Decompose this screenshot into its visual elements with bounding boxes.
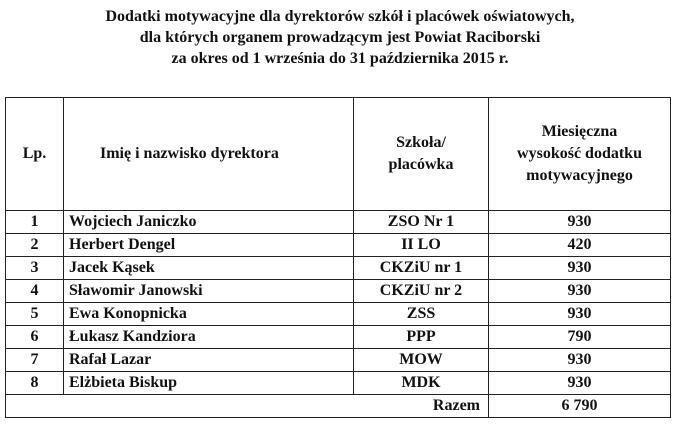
cell-name: Wojciech Janiczko — [64, 211, 354, 234]
document-title — [0, 6, 680, 69]
cell-name: Rafał Lazar — [64, 349, 354, 372]
title-line-2: dla których organem prowadzącym jest Powiat Raciborski — [139, 29, 541, 46]
cell-amount: 930 — [489, 280, 671, 303]
table-row — [6, 372, 671, 395]
cell-amount: 930 — [489, 257, 671, 280]
cell-lp: 3 — [6, 257, 64, 280]
table-row — [6, 303, 671, 326]
cell-lp: 5 — [6, 303, 64, 326]
cell-lp: 8 — [6, 372, 64, 395]
cell-lp: 6 — [6, 326, 64, 349]
cell-amount: 420 — [489, 234, 671, 257]
cell-name: Sławomir Janowski — [64, 280, 354, 303]
cell-school: ZSO Nr 1 — [354, 211, 489, 234]
title-line-1: Dodatki motywacyjne dla dyrektorów szkół i placówek oświatowych, — [105, 8, 575, 25]
total-label: Razem — [354, 395, 489, 418]
total-amount: 6 790 — [489, 395, 671, 418]
cell-name: Jacek Kąsek — [64, 257, 354, 280]
cell-school: MDK — [354, 372, 489, 395]
cell-amount: 930 — [489, 211, 671, 234]
header-amount-line-3: motywacyjnego — [526, 167, 633, 184]
header-amount-line-2: wysokość dodatku — [517, 145, 642, 162]
cell-lp: 1 — [6, 211, 64, 234]
table-row — [6, 280, 671, 303]
cell-lp: 4 — [6, 280, 64, 303]
table-row — [6, 211, 671, 234]
total-row — [6, 395, 671, 418]
header-amount-line-1: Miesięczna — [541, 123, 618, 140]
cell-school: PPP — [354, 326, 489, 349]
cell-amount: 930 — [489, 303, 671, 326]
cell-school: ZSS — [354, 303, 489, 326]
cell-school: MOW — [354, 349, 489, 372]
cell-name: Łukasz Kandziora — [64, 326, 354, 349]
cell-lp: 2 — [6, 234, 64, 257]
table-row — [6, 234, 671, 257]
header-name: Imię i nazwisko dyrektora — [64, 98, 354, 211]
cell-amount: 930 — [489, 349, 671, 372]
header-school-line-1: Szkoła/ — [396, 134, 446, 151]
table-row — [6, 326, 671, 349]
header-lp: Lp. — [6, 98, 64, 211]
cell-name: Herbert Dengel — [64, 234, 354, 257]
cell-name: Elżbieta Biskup — [64, 372, 354, 395]
title-line-3: za okres od 1 września do 31 października 2015 r. — [171, 50, 509, 67]
header-school-line-2: placówka — [388, 156, 454, 173]
cell-school: CKZiU nr 1 — [354, 257, 489, 280]
cell-lp: 7 — [6, 349, 64, 372]
cell-amount: 790 — [489, 326, 671, 349]
table-row — [6, 349, 671, 372]
table-row — [6, 257, 671, 280]
total-blank-cell — [64, 395, 354, 418]
header-amount — [489, 98, 671, 211]
total-blank-cell — [6, 395, 64, 418]
cell-school: CKZiU nr 2 — [354, 280, 489, 303]
table-header-row — [6, 98, 671, 211]
header-school — [354, 98, 489, 211]
cell-amount: 930 — [489, 372, 671, 395]
cell-school: II LO — [354, 234, 489, 257]
bonus-table — [5, 97, 671, 418]
cell-name: Ewa Konopnicka — [64, 303, 354, 326]
